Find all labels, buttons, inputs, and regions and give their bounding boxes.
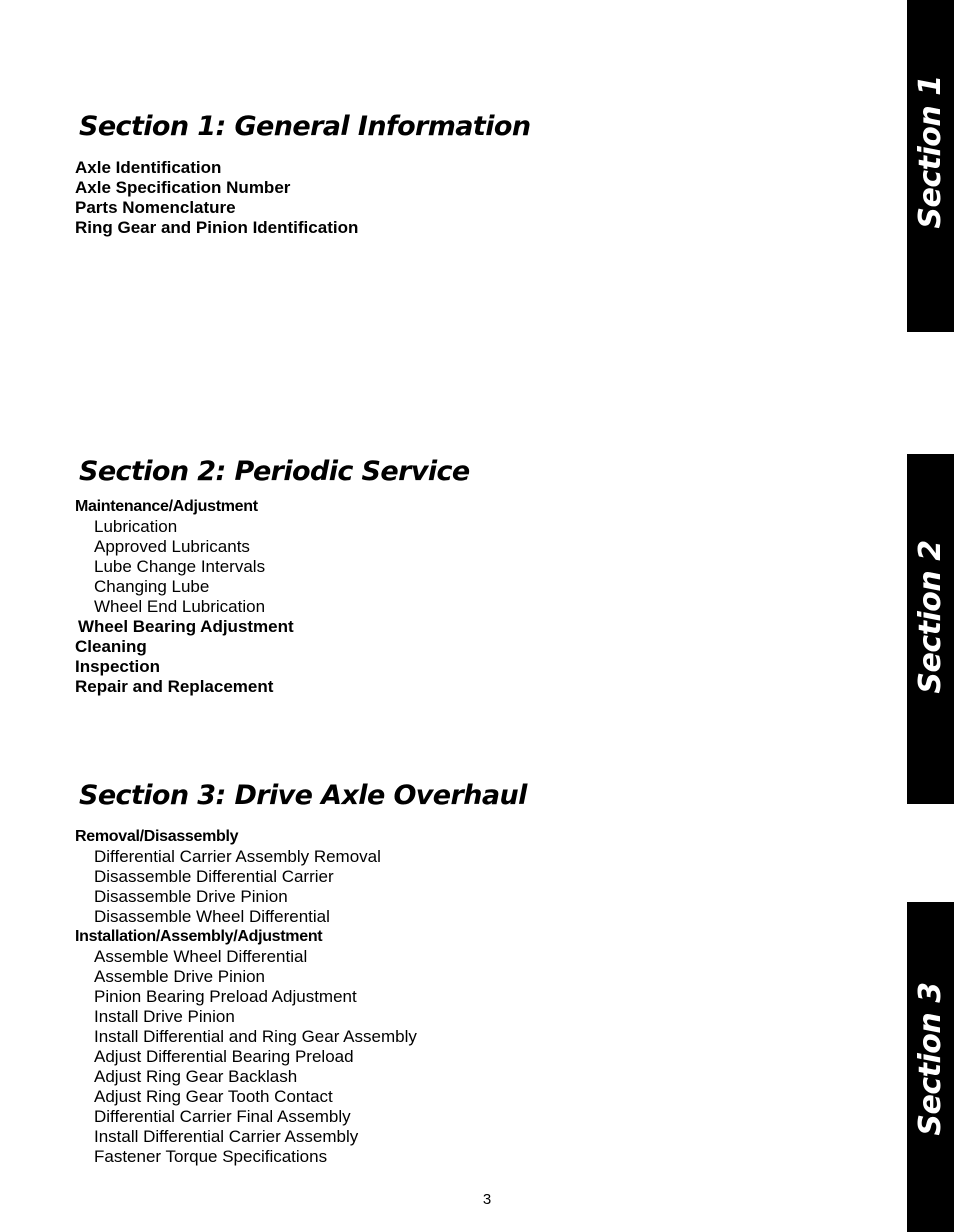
toc-subentry: Assemble Drive Pinion: [94, 967, 266, 986]
toc-subentry: Adjust Differential Bearing Preload: [94, 1047, 354, 1066]
section-2-contents: [75, 497, 294, 697]
toc-subentry: Wheel End Lubrication: [94, 597, 266, 616]
toc-subentry: Changing Lube: [94, 577, 210, 596]
toc-subentry: Install Differential Carrier Assembly: [94, 1127, 359, 1146]
toc-heading: Removal/Disassembly: [75, 828, 239, 845]
toc-subentry: Differential Carrier Final Assembly: [94, 1107, 351, 1126]
toc-subentry: Assemble Wheel Differential: [94, 947, 308, 966]
toc-subentry: Install Drive Pinion: [94, 1007, 235, 1026]
toc-subentry: Install Differential and Ring Gear Assembly: [94, 1027, 417, 1046]
toc-entry: Axle Specification Number: [75, 178, 291, 197]
toc-entry: Parts Nomenclature: [75, 198, 236, 217]
section-2-tab-label: Section 2: [912, 540, 948, 694]
section-3-contents: [75, 827, 417, 1167]
toc-heading: Maintenance/Adjustment: [75, 498, 258, 515]
section-1-contents: [75, 158, 358, 238]
toc-entry: Inspection: [75, 657, 161, 676]
toc-entry: Cleaning: [75, 637, 147, 656]
section-1-tab[interactable]: [907, 0, 954, 332]
toc-subentry: Differential Carrier Assembly Removal: [94, 847, 381, 866]
toc-subentry: Adjust Ring Gear Tooth Contact: [94, 1087, 333, 1106]
toc-subentry: Disassemble Drive Pinion: [94, 887, 288, 906]
section-1-title: Section 1: General Information: [79, 111, 531, 142]
toc-entry: Wheel Bearing Adjustment: [78, 617, 294, 636]
toc-entry: Repair and Replacement: [75, 677, 274, 696]
section-2-tab[interactable]: [907, 454, 954, 804]
toc-subentry: Fastener Torque Specifications: [94, 1147, 328, 1166]
section-3-title: Section 3: Drive Axle Overhaul: [79, 780, 527, 811]
toc-subentry: Disassemble Differential Carrier: [94, 867, 334, 886]
toc-subentry: Disassemble Wheel Differential: [94, 907, 330, 926]
section-1-tab-label: Section 1: [912, 75, 948, 229]
toc-subentry: Approved Lubricants: [94, 537, 250, 556]
section-3-tab-label: Section 3: [912, 982, 948, 1136]
toc-heading: Installation/Assembly/Adjustment: [75, 928, 323, 945]
toc-subentry: Adjust Ring Gear Backlash: [94, 1067, 298, 1086]
page-number: 3: [482, 1191, 492, 1208]
section-3-tab[interactable]: [907, 902, 954, 1232]
section-2-title: Section 2: Periodic Service: [79, 456, 470, 487]
toc-entry: Ring Gear and Pinion Identification: [75, 218, 359, 237]
toc-subentry: Lubrication: [94, 517, 178, 536]
toc-subentry: Pinion Bearing Preload Adjustment: [94, 987, 357, 1006]
toc-subentry: Lube Change Intervals: [94, 557, 266, 576]
toc-entry: Axle Identification: [75, 158, 222, 177]
